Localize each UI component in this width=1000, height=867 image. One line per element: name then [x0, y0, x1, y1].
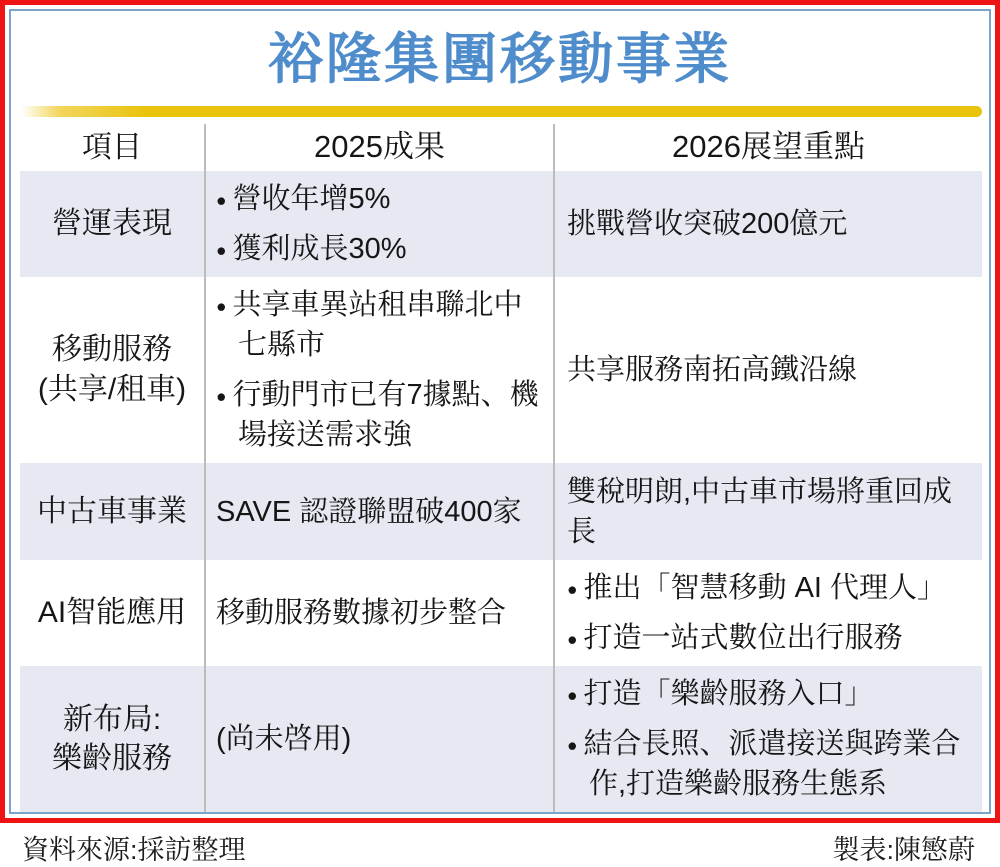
row-label: 中古車事業: [37, 494, 187, 528]
data-table: [20, 124, 982, 812]
row-label-cell: [20, 277, 204, 463]
results-cell: [204, 666, 553, 812]
bullet-item: [567, 568, 972, 608]
outlook-cell: [553, 666, 982, 812]
row-label-cell: [20, 560, 204, 666]
credit-note: 製表:陳慜蔚: [832, 835, 975, 866]
row-label: 移動服務: [52, 333, 172, 367]
bullet-text: 結合長照、派遣接送與跨業合作,打造樂齡服務生態系: [583, 728, 961, 801]
row-label: AI智能應用: [37, 596, 187, 630]
column-header-item: 項目: [82, 130, 142, 164]
row-label-cell: [20, 666, 204, 812]
results-cell: [204, 277, 553, 463]
footer: [22, 828, 975, 867]
results-cell: [204, 463, 553, 560]
outlook-text: 共享服務南拓高鐵沿線: [567, 354, 858, 387]
column-header-2026-outlook: 2026展望重點: [553, 124, 982, 171]
bullet-text: 打造「樂齡服務入口」: [583, 678, 874, 711]
source-note: 資料來源:採訪整理: [22, 835, 246, 866]
bullet-item: [216, 179, 543, 219]
bullet-text: 打造一站式數位出行服務: [583, 622, 903, 655]
row-label-cell: [20, 463, 204, 560]
bullet-item: [216, 285, 543, 365]
results-cell: [204, 560, 553, 666]
outlook-text: 雙稅明朗,中古車市場將重回成長: [567, 475, 953, 548]
bullet-text: 行動門市已有7據點、機場接送需求強: [232, 379, 539, 452]
column-header-2025-results: 2025成果: [204, 124, 553, 171]
outlook-text: 挑戰營收突破200億元: [567, 208, 848, 240]
content-area: [5, 26, 995, 867]
table-row-operations: [20, 171, 982, 277]
results-text: (尚未啓用): [216, 723, 352, 756]
page-title: 裕隆集團移動事業: [267, 28, 732, 90]
table-row-ai-applications: [20, 560, 982, 666]
results-cell: [204, 171, 553, 277]
bullet-text: 推出「智慧移動 AI 代理人」: [583, 572, 947, 605]
outlook-cell: [553, 171, 982, 277]
row-label-sub: 樂齡服務: [52, 742, 172, 776]
table-header-row: [20, 124, 982, 171]
results-text: 移動服務數據初步整合: [216, 597, 507, 630]
row-label: 營運表現: [52, 207, 172, 241]
bullet-text: 共享車異站租串聯北中七縣市: [232, 289, 523, 362]
outlook-cell: [553, 463, 982, 560]
bullet-item: [567, 674, 972, 714]
row-label-cell: [20, 171, 204, 277]
row-label: 新布局:: [62, 702, 162, 736]
table-row-used-cars: [20, 463, 982, 560]
results-text: SAVE 認證聯盟破400家: [216, 495, 522, 528]
bullet-item: [567, 618, 972, 658]
row-label-sub: (共享/租車): [37, 373, 187, 407]
bullet-item: [216, 229, 543, 269]
table-row-mobility-services: [20, 277, 982, 463]
title-underline-bar: [21, 106, 982, 117]
table-row-senior-services: [20, 666, 982, 812]
bullet-item: [216, 375, 543, 455]
outlook-cell: [553, 560, 982, 666]
bullet-text: 獲利成長30%: [232, 233, 407, 266]
bullet-text: 營收年增5%: [232, 183, 391, 215]
outlook-cell: [553, 277, 982, 463]
bullet-item: [567, 724, 972, 804]
